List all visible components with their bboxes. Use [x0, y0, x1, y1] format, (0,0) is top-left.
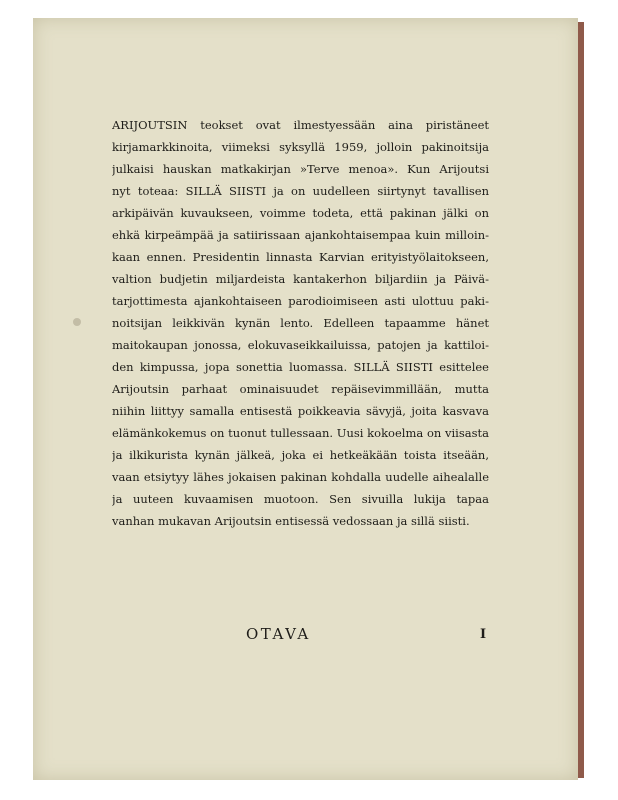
blurb-line: maitokaupan jonossa, elokuvaseikkailuissa, patojen ja kattiloi-: [112, 338, 489, 352]
blurb-line: ja uuteen kuvaamisen muotoon. Sen sivuilla lukija tapaa: [112, 492, 489, 506]
blurb-line: nyt toteaa: SILLÄ SIISTI ja on uudelleen siirtynyt tavallisen: [112, 184, 489, 198]
blurb-text: [112, 114, 489, 532]
blurb-line: julkaisi hauskan matkakirjan »Terve menoa». Kun Arijoutsi: [112, 162, 489, 176]
blurb-line: vaan etsiytyy lähes jokaisen pakinan kohdalla uudelle aihealalle: [112, 470, 489, 484]
blurb-line: tarjottimesta ajankohtaiseen parodioimiseen asti ulottuu paki-: [112, 294, 489, 308]
blurb-line: ARIJOUTSIN teokset ovat ilmestyessään aina piristäneet: [112, 118, 489, 132]
publisher-name: OTAVA: [246, 625, 311, 643]
blurb-line: ja ilkikurista kynän jälkeä, joka ei hetkeäkään toista itseään,: [112, 448, 489, 462]
blurb-line: elämänkokemus on tuonut tullessaan. Uusi kokoelma on viisasta: [112, 426, 489, 440]
blurb-line: arkipäivän kuvaukseen, voimme todeta, että pakinan jälki on: [112, 206, 489, 220]
blurb-line: valtion budjetin miljardeista kantakerhon biljardiin ja Päivä-: [112, 272, 489, 286]
blurb-line: kirjamarkkinoita, viimeksi syksyllä 1959, jolloin pakinoitsija: [112, 140, 489, 154]
blurb-line: kaan ennen. Presidentin linnasta Karvian erityistyölaitokseen,: [112, 250, 489, 264]
blurb-line: den kimpussa, jopa sonettia luomassa. SILLÄ SIISTI esittelee: [112, 360, 489, 374]
signature-mark: I: [480, 627, 487, 642]
blurb-line: ehkä kirpeämpää ja satiirissaan ajankohtaisempaa kuin milloin-: [112, 228, 489, 242]
blurb-line: niihin liittyy samalla entisestä poikkeavia sävyjä, joita kasvava: [112, 404, 489, 418]
blurb-line: vanhan mukavan Arijoutsin entisessä vedossaan ja sillä siisti.: [112, 514, 470, 528]
blurb-line: noitsijan leikkivän kynän lento. Edelleen tapaamme hänet: [112, 316, 489, 330]
blurb-line: Arijoutsin parhaat ominaisuudet repäisevimmillään, mutta: [112, 382, 489, 396]
cover-stain-mark: [73, 318, 81, 326]
